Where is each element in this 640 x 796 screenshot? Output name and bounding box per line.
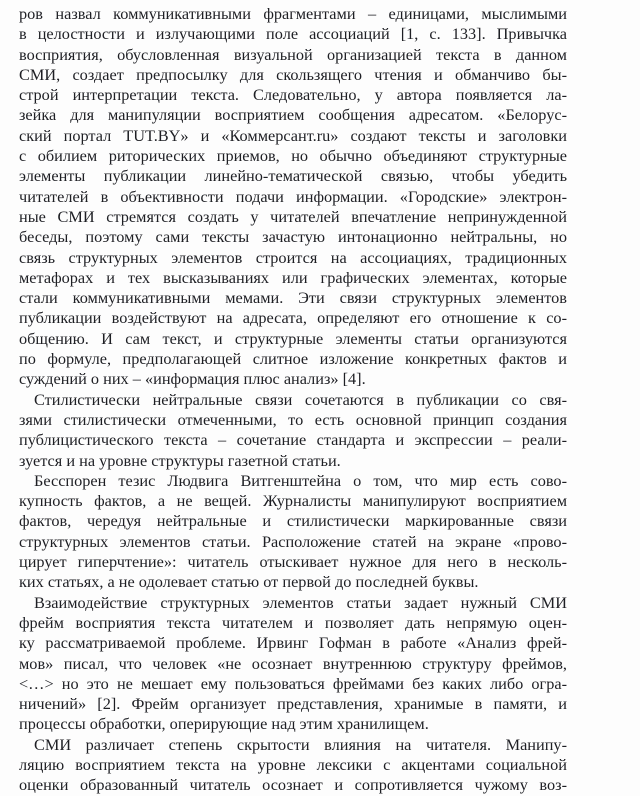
text-line: структурных элементов статьи. Расположение статей на экране «прово- xyxy=(19,531,567,551)
text-line: фактов, чередуя нейтральные и стилистически маркированные связи xyxy=(19,511,567,531)
text-line: стали коммуникативными мемами. Эти связи структурных элементов xyxy=(19,288,567,308)
text-line: Бесспорен тезис Людвига Витгенштейна о том, что мир есть сово- xyxy=(34,470,567,490)
text-line: Взаимодействие структурных элементов статьи задает нужный СМИ xyxy=(34,592,567,612)
paragraph xyxy=(19,593,567,735)
text-line: общению. И сам текст, и структурные элементы статьи организуются xyxy=(19,328,567,348)
text-line: ров назвал коммуникативными фрагментами – единицами, мыслимыми xyxy=(19,4,567,23)
text-line: строй интерпретации текста. Следовательно, у автора появляется ла- xyxy=(19,85,567,105)
text-line: оценки образованный читатель осознает и сопротивляется чужому воз- xyxy=(19,775,567,795)
paragraph xyxy=(19,4,567,390)
text-line: суждений о них – «информация плюс анализ» [4]. xyxy=(19,369,366,389)
text-line: метафорах и тех высказываниях или графических элементах, которые xyxy=(19,267,567,287)
paragraph xyxy=(19,390,567,471)
text-line: ку рассматриваемой проблеме. Ирвинг Гофман в работе «Анализ фрей- xyxy=(19,633,567,653)
text-line: СМИ различает степень скрытости влияния на читателя. Манипу- xyxy=(34,734,567,754)
text-line: мов» писал, что человек «не осознает внутреннюю структуру фреймов, xyxy=(19,653,567,673)
text-line: ких статьях, а не одолевает статью от первой до последней буквы. xyxy=(19,572,479,592)
text-line: в целостности и излучающими поле ассоциаций [1, с. 133]. Привычка xyxy=(19,24,567,44)
text-line: элементы публикации линейно-тематической связью, чтобы убедить xyxy=(19,166,567,186)
paragraph xyxy=(19,735,567,796)
paragraph xyxy=(19,471,567,593)
text-line: зуется и на уровне структуры газетной статьи. xyxy=(19,450,341,470)
text-line: связь структурных элементов строится на ассоциациях, традиционных xyxy=(19,247,567,267)
text-line: читателей в объективности подачи информации. «Городские» электрон- xyxy=(19,186,567,206)
text-line: процессы обработки, оперирующие над этим хранилищем. xyxy=(19,714,429,734)
text-line: ляцию восприятием текста на уровне лексики с акцентами социальной xyxy=(19,754,567,774)
text-line: СМИ, создает предпосылку для скользящего чтения и обманчиво бы- xyxy=(19,64,567,84)
text-line: ничений» [2]. Фрейм организует представления, хранимые в памяти, и xyxy=(19,694,567,714)
text-line: фрейм восприятия текста читателем и позволяет дать непрямую оцен- xyxy=(19,612,567,632)
text-line: зями стилистически отмеченными, то есть основной принцип создания xyxy=(19,409,567,429)
text-line: ные СМИ стремятся создать у читателей впечатление непринужденной xyxy=(19,206,567,226)
text-line: восприятия, обусловленная визуальной организацией текста в данном xyxy=(19,44,567,64)
text-line: купность фактов, а не вещей. Журналисты манипулируют восприятием xyxy=(19,491,567,511)
text-line: публицистического текста – сочетание стандарта и экспрессии – реали- xyxy=(19,430,567,450)
text-line: зейка для манипуляции восприятием сообщения адресатом. «Белорус- xyxy=(19,105,567,125)
text-line: публикации воздействуют на адресата, определяют его отношение к со- xyxy=(19,308,567,328)
text-line: беседы, поэтому сами тексты зачастую интонационно нейтральны, но xyxy=(19,227,567,247)
text-line: <…> но это не мешает ему пользоваться фреймами без каких либо огра- xyxy=(19,673,567,693)
text-line: ский портал TUT.BY» и «Коммерсант.ru» создают тексты и заголовки xyxy=(19,125,567,145)
text-line: цирует гиперчтение»: читатель отыскивает нужное для него в несколь- xyxy=(19,552,567,572)
text-line: с обилием риторических приемов, но обычно объединяют структурные xyxy=(19,146,567,166)
page-text xyxy=(19,4,567,796)
text-line: по формуле, предполагающей слитное изложение конкретных фактов и xyxy=(19,349,567,369)
text-line: Стилистически нейтральные связи сочетаются в публикации со свя- xyxy=(34,389,567,409)
